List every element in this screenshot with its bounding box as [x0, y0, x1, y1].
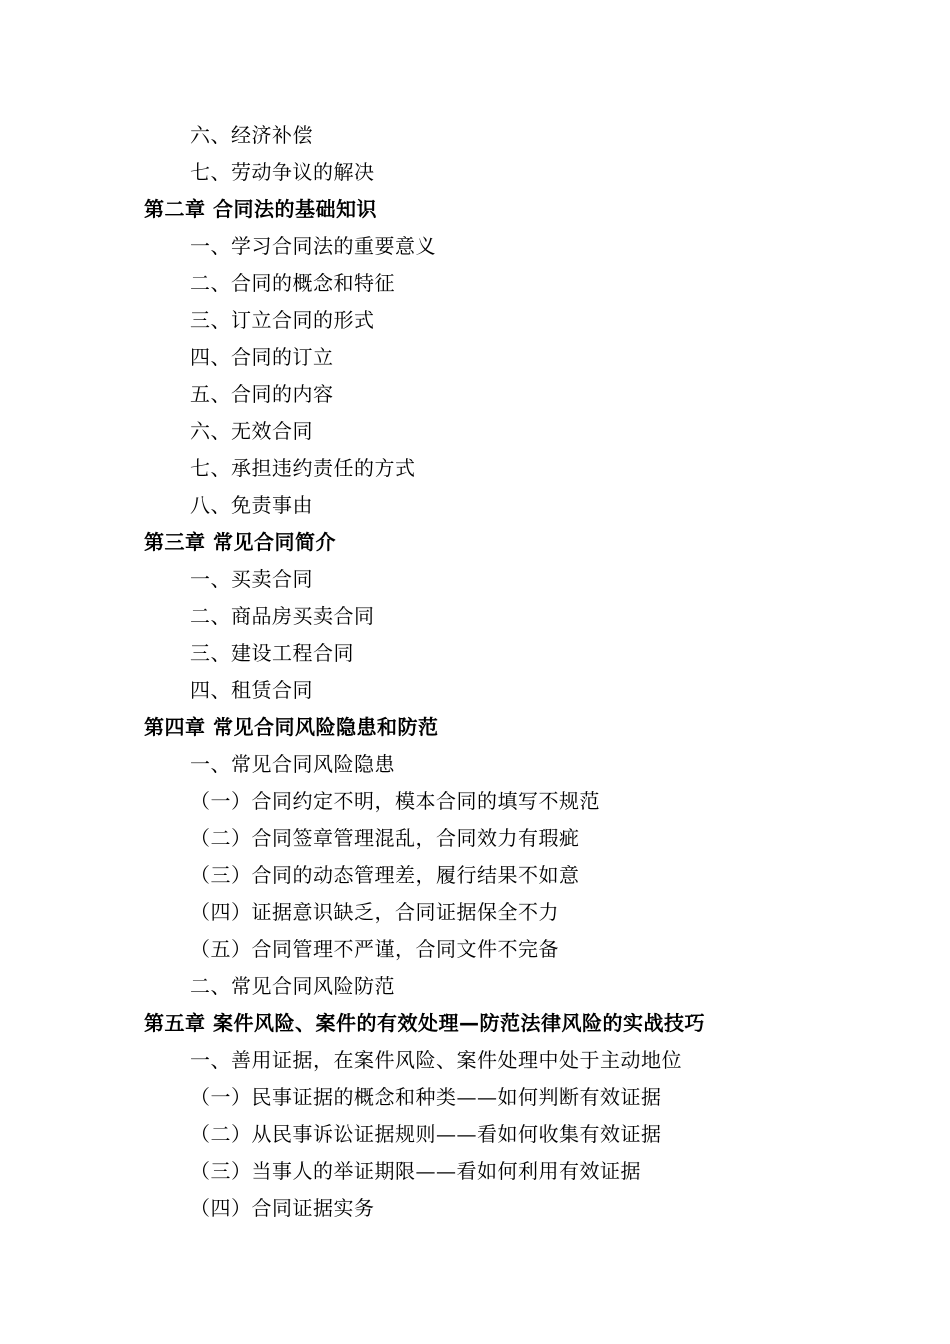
toc-subitem: （四）证据意识缺乏，合同证据保全不力	[190, 900, 559, 924]
toc-item: 八、免责事由	[190, 493, 313, 517]
toc-item: 六、经济补偿	[190, 123, 313, 147]
toc-item: 二、商品房买卖合同	[190, 604, 375, 628]
toc-item: 一、买卖合同	[190, 567, 313, 591]
toc-item: 七、劳动争议的解决	[190, 160, 375, 184]
toc-item: 四、租赁合同	[190, 678, 313, 702]
toc-subitem: （三）合同的动态管理差，履行结果不如意	[190, 863, 580, 887]
chapter-heading: 第五章 案件风险、案件的有效处理—防范法律风险的实战技巧	[144, 1011, 705, 1035]
toc-subitem: （一）民事证据的概念和种类——如何判断有效证据	[190, 1085, 662, 1109]
toc-item: 六、无效合同	[190, 419, 313, 443]
toc-item: 三、订立合同的形式	[190, 308, 375, 332]
toc-subitem: （一）合同约定不明，模本合同的填写不规范	[190, 789, 600, 813]
toc-item: 二、常见合同风险防范	[190, 974, 395, 998]
toc-item: 四、合同的订立	[190, 345, 334, 369]
chapter-heading: 第二章 合同法的基础知识	[144, 197, 377, 221]
toc-subitem: （四）合同证据实务	[190, 1196, 375, 1220]
toc-subitem: （二）合同签章管理混乱，合同效力有瑕疵	[190, 826, 580, 850]
toc-item: 一、善用证据，在案件风险、案件处理中处于主动地位	[190, 1048, 682, 1072]
chapter-heading: 第四章 常见合同风险隐患和防范	[144, 715, 439, 739]
table-of-contents	[0, 117, 950, 1227]
toc-item: 三、建设工程合同	[190, 641, 354, 665]
toc-item: 五、合同的内容	[190, 382, 334, 406]
toc-subitem: （三）当事人的举证期限——看如何利用有效证据	[190, 1159, 641, 1183]
chapter-heading: 第三章 常见合同简介	[144, 530, 336, 554]
toc-subitem: （二）从民事诉讼证据规则——看如何收集有效证据	[190, 1122, 662, 1146]
toc-item: 一、学习合同法的重要意义	[190, 234, 436, 258]
toc-item: 一、常见合同风险隐患	[190, 752, 395, 776]
toc-item: 七、承担违约责任的方式	[190, 456, 416, 480]
toc-item: 二、合同的概念和特征	[190, 271, 395, 295]
toc-subitem: （五）合同管理不严谨，合同文件不完备	[190, 937, 559, 961]
